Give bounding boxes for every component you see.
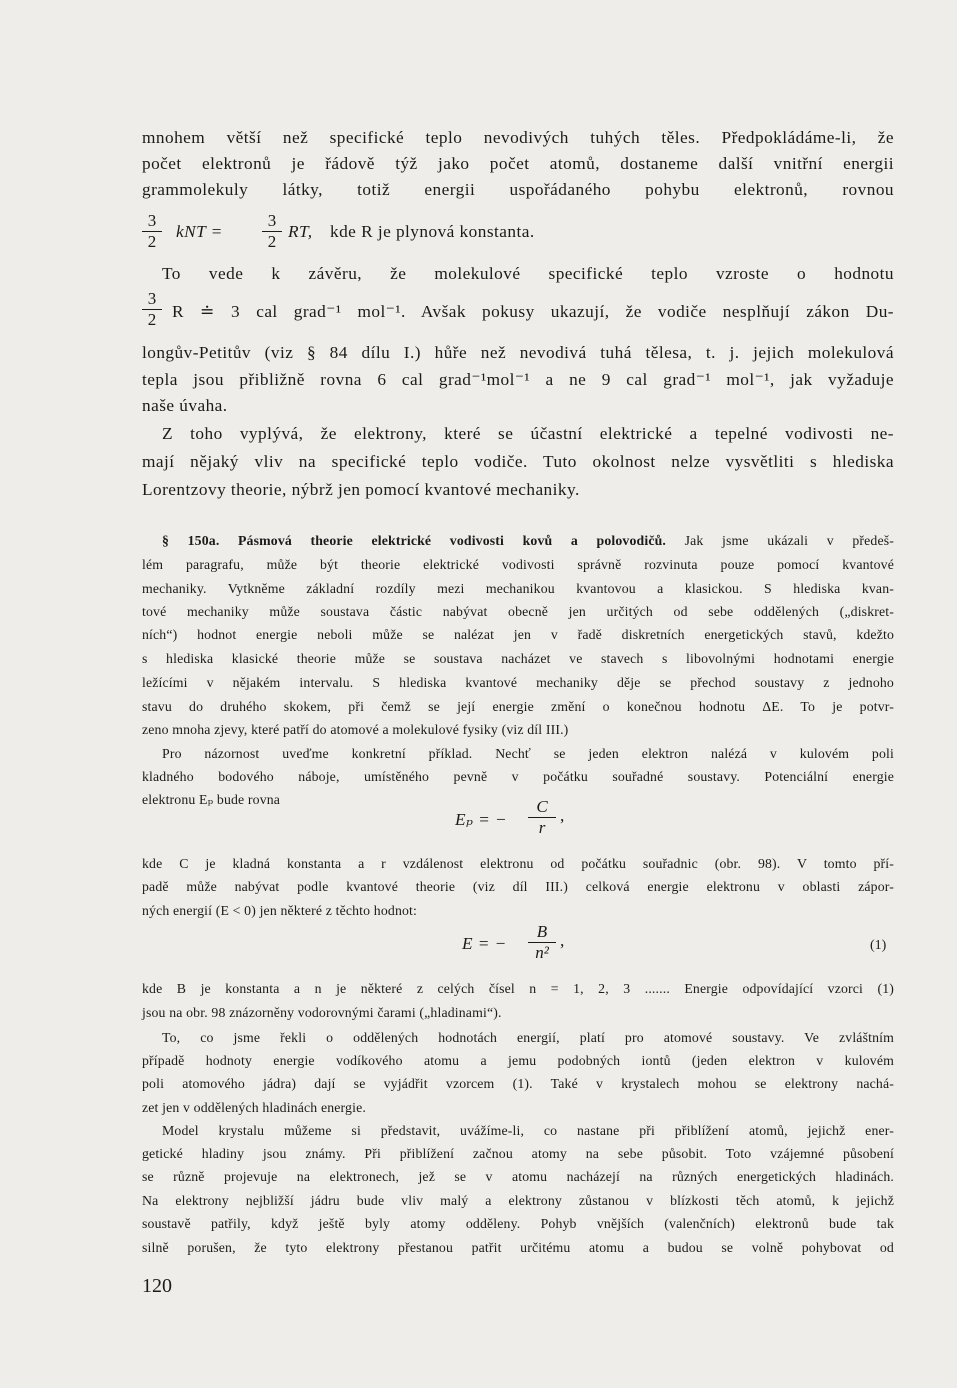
text-line: kde B je konstanta a n je některé z celých čísel n = 1, 2, 3 ....... Energie odpovídající vzorci (1)	[142, 981, 894, 996]
text-line: zeno mnoha zjevy, které patří do atomové a molekulové fysiky (viz díl III.)	[142, 722, 569, 737]
text-line: Z toho vyplývá, že elektrony, které se účastní elektrické a tepelné vodivosti ne-	[162, 424, 894, 443]
equation-lhs	[455, 810, 515, 830]
text-line: padě může nabývat podle kvantové theorie (viz díl III.) celková energie elektronu v oblasti zápor-	[142, 879, 894, 894]
equation-ep: Eₚ = −	[455, 810, 508, 829]
fraction-numerator: 3	[267, 211, 277, 230]
text-line: Na elektrony nejbližší jádru bude vliv malý a elektrony zůstanou v blízkosti těch atomů, k jejichž	[142, 1193, 894, 1208]
text-fragment: Jak jsme ukázali v předeš-	[684, 533, 894, 548]
text-line: longův-Petitův (viz § 84 dílu I.) hůře než nevodivá tuhá tělesa, t. j. jejich molekulová	[142, 343, 894, 362]
text-line: soustavě patřily, když ještě byly atomy odděleny. Pohyb vnějších (valenčních) elektronů bude tak	[142, 1216, 894, 1231]
text-line: poli atomového jádra) dají se vyjádřit vzorcem (1). Také v krystalech mohou se elektrony nachá-	[142, 1076, 894, 1091]
equation-rt: RT,	[288, 222, 313, 241]
fraction	[142, 289, 162, 330]
fraction-denominator: n²	[535, 943, 549, 962]
fraction-numerator: 3	[147, 211, 157, 230]
text-line: případě hodnoty energie vodíkového atomu a jemu podobných iontů (jeden elektron v kulovém	[142, 1053, 894, 1068]
text-line: kde C je kladná konstanta a r vzdálenost elektronu od počátku souřadnic (obr. 98). V tomto pří-	[142, 856, 894, 871]
fraction-numerator: 3	[147, 289, 157, 308]
text-line: počet elektronů je řádově týž jako počet atomů, dostaneme další vnitřní energii	[142, 154, 894, 173]
fraction-numerator: C	[536, 797, 548, 816]
text-line: ních“) hodnot energie neboli může se nalézat jen v řadě diskretních energetických stavů, kdežto	[142, 627, 894, 642]
text-line: tepla jsou přibližně rovna 6 cal grad⁻¹mol⁻¹ a ne 9 cal grad⁻¹ mol⁻¹, jak vyžaduje	[142, 370, 894, 389]
text-line: To, co jsme řekli o oddělených hodnotách energií, platí pro atomové soustavy. Ve zvláštním	[162, 1030, 894, 1045]
text-line: getické hladiny jsou známy. Při přiblížení začnou atomy na sebe působit. Toto vzájemné působení	[142, 1146, 894, 1161]
fraction-numerator: B	[536, 922, 548, 941]
fraction-denominator: 2	[147, 310, 157, 329]
equation-lhs	[462, 934, 522, 954]
text-line: To vede k závěru, že molekulové specifické teplo vzroste o hodnotu	[162, 264, 894, 283]
fraction	[262, 211, 282, 252]
equation-part	[176, 222, 266, 242]
text-line: jsou na obr. 98 znázorněny vodorovnými čarami („hladinami“).	[142, 1005, 502, 1020]
text-line: Pro názornost uveďme konkretní příklad. Nechť se jeden elektron nalézá v kulovém poli	[162, 746, 894, 761]
text-line: mnohem větší než specifické teplo nevodivých tuhých těles. Předpokládáme-li, že	[142, 128, 894, 147]
equation-number: (1)	[870, 938, 887, 953]
text-line: Model krystalu můžeme si představit, uvážíme-li, co nastane při přiblížení atomů, jejichž ener-	[162, 1123, 894, 1138]
text-line: tové mechaniky může soustava částic nabývat obecně jen určitých od sebe oddělených („diskret-	[142, 604, 894, 619]
text-line: naše úvaha.	[142, 396, 228, 415]
text-line: mechaniky. Vytkněme základní rozdíly mezi mechanikou kvantovou a klasickou. S hlediska kvan-	[142, 581, 894, 596]
text-line: stavu do druhého skokem, při čemž se její energie změní o konečnou hodnotu ΔE. To je potvr-	[142, 699, 894, 714]
section-heading: § 150a. Pásmová theorie elektrické vodivosti kovů a polovodičů.	[162, 533, 667, 548]
equation-comma: ,	[560, 931, 565, 950]
text-line: lém paragrafu, může být theorie elektrické vodivosti správně rozvinuta pouze pomocí kvantové	[142, 557, 894, 572]
equation-part	[288, 222, 328, 242]
page-number: 120	[142, 1275, 172, 1297]
text-line: mají nějaký vliv na specifické teplo vodiče. Tuto okolnost nelze vysvětliti s hlediska	[142, 452, 894, 471]
section-first-line	[142, 529, 894, 553]
text-line: ležícími v nějakém intervalu. S hlediska kvantové mechaniky děje se přechod soustavy z jednoho	[142, 675, 894, 690]
text-line: ných energií (E < 0) jen některé z těchto hodnot:	[142, 903, 418, 918]
text-line: R ≐ 3 cal grad⁻¹ mol⁻¹. Avšak pokusy ukazují, že vodiče nesplňují zákon Du-	[172, 302, 894, 321]
text-line: elektronu Eₚ bude rovna	[142, 792, 281, 807]
equation-knt: kNT =	[176, 222, 223, 241]
text-line: zet jen v oddělených hladinách energie.	[142, 1100, 366, 1115]
fraction-denominator: r	[538, 818, 546, 837]
fraction	[528, 797, 556, 838]
text-line: kladného bodového náboje, umístěného pevně v počátku souřadné soustavy. Potenciální energie	[142, 769, 894, 784]
fraction	[528, 922, 556, 963]
text-line: Lorentzovy theorie, nýbrž jen pomocí kvantové mechaniky.	[142, 480, 580, 499]
text-line: silně porušen, že tyto elektrony přestanou patřit určitému atomu a budou se volně pohybovat od	[142, 1240, 894, 1255]
fraction-denominator: 2	[147, 232, 157, 251]
fraction	[142, 211, 162, 252]
text-line: s hlediska klasické theorie může se soustava nacházet ve stavech s libovolnými hodnotami energie	[142, 651, 894, 666]
equation-comma: ,	[560, 806, 565, 825]
text-line: grammolekuly látky, totiž energii uspořádaného pohybu elektronů, rovnou	[142, 180, 894, 199]
text-line: se různě projevuje na elektronech, jež se v atomu nacházejí na různých energetických hladinách.	[142, 1169, 894, 1184]
text-line: kde R je plynová konstanta.	[330, 222, 535, 241]
equation-e: E = −	[462, 934, 507, 953]
fraction-denominator: 2	[267, 232, 277, 251]
